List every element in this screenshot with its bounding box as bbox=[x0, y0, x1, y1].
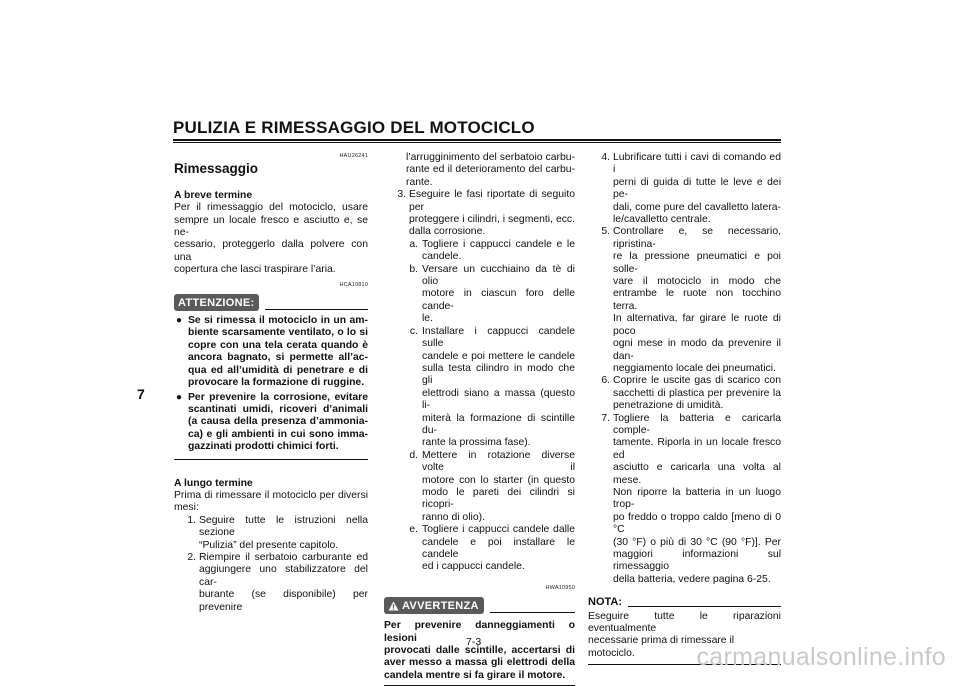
text-line: aver messo a massa gli elettrodi della bbox=[384, 657, 575, 669]
text-line: po freddo o troppo caldo [meno di 0 °C bbox=[613, 511, 781, 536]
text-line: Versare un cucchiaino da tè di olio bbox=[422, 263, 575, 288]
step-6 bbox=[588, 375, 781, 412]
step-number: 4. bbox=[601, 152, 610, 163]
text-line: candele e poi installare le candele bbox=[422, 536, 575, 560]
step-text bbox=[613, 413, 781, 587]
text-line: motore in ciascun foro delle cande- bbox=[422, 288, 575, 312]
text-line: Non riporre la batteria in un luogo trop- bbox=[613, 486, 781, 511]
text-line: “Pulizia” del presente capitolo. bbox=[199, 539, 339, 551]
text-line: vare il motociclo in modo che bbox=[613, 276, 781, 288]
note-header bbox=[588, 596, 781, 608]
text-line: della batteria, vedere pagina 6-25. bbox=[613, 573, 771, 585]
text-line: ranno di olio). bbox=[422, 511, 485, 523]
header-rule bbox=[173, 139, 781, 141]
text-line: dalla corrosione. bbox=[409, 226, 486, 238]
long-term-paragraph bbox=[174, 490, 368, 515]
bullet-text bbox=[188, 392, 368, 454]
text-line: Togliere la batteria e caricarla comple- bbox=[613, 412, 781, 436]
substep-text bbox=[422, 326, 575, 450]
column-left bbox=[174, 150, 368, 614]
text-line: Se si rimessa il motociclo in un am- bbox=[188, 315, 368, 327]
caution-bullet bbox=[174, 392, 368, 454]
text-line: Per prevenire danneggiamenti o lesioni bbox=[384, 620, 575, 644]
substep-letter: e. bbox=[409, 524, 418, 536]
text-line: dali, come pure del cavalletto latera- bbox=[613, 201, 781, 213]
text-line: elettrodi siano a massa (questo li- bbox=[422, 387, 575, 412]
bullet-dot-icon: ● bbox=[176, 391, 183, 403]
text-line: tamente. Riporla in un locale fresco ed bbox=[613, 437, 781, 461]
long-term-heading: A lungo termine bbox=[174, 477, 253, 489]
caution-bullet bbox=[174, 315, 368, 389]
caution-code: HCA10810 bbox=[339, 281, 368, 288]
text-line: Controllare e, se necessario, ripristina- bbox=[613, 226, 781, 250]
text-line: Lubrificare tutti i cavi di comando ed i bbox=[613, 152, 781, 176]
page-title: PULIZIA E RIMESSAGGIO DEL MOTOCICLO bbox=[173, 118, 535, 137]
text-line: (30 °F) o più di 30 °C (90 °F)]. Per bbox=[613, 536, 781, 548]
text-line: qua ed all’umidità di penetrare e di bbox=[188, 364, 368, 376]
text-line: In alternativa, far girare le ruote di poco bbox=[613, 313, 781, 337]
bullet-dot-icon: ● bbox=[176, 315, 183, 327]
warning-rule bbox=[490, 612, 575, 613]
text-line: candele e poi mettere le candele bbox=[422, 350, 575, 362]
warning-label: AVVERTENZA bbox=[402, 600, 479, 613]
step-number: 2. bbox=[187, 551, 196, 563]
chapter-tab: 7 bbox=[137, 386, 145, 402]
step-text bbox=[613, 226, 781, 375]
text-line: re la pressione pneumatici e poi solle- bbox=[613, 251, 781, 275]
text-line: perni di guida di tutte le leve e dei pe- bbox=[613, 176, 781, 201]
text-line: provocare la formazione di ruggine. bbox=[188, 377, 365, 389]
caution-rule bbox=[265, 309, 368, 310]
text-line: Riempire il serbatoio carburante ed bbox=[199, 551, 368, 563]
step-4 bbox=[588, 152, 781, 226]
text-line: l’arrugginimento del serbatoio carbu- bbox=[406, 152, 575, 163]
note-label: NOTA: bbox=[588, 596, 623, 609]
step-2-continuation bbox=[384, 152, 575, 189]
text-line: sulla testa cilindro in modo che gli bbox=[422, 362, 575, 387]
text-line: Togliere i cappucci candele dalle bbox=[422, 524, 575, 536]
step-text bbox=[409, 189, 575, 239]
substep-text bbox=[422, 264, 575, 326]
warning-code: HWA10950 bbox=[545, 584, 575, 591]
text-line: rante la prossima fase). bbox=[422, 437, 531, 449]
substep-e bbox=[384, 524, 575, 574]
text-line: (a causa della presenza d’ammonia- bbox=[188, 416, 368, 428]
text-line: le. bbox=[422, 313, 433, 325]
watermark: carmanualsonline.info bbox=[696, 643, 946, 671]
substep-a bbox=[384, 239, 575, 264]
warning-text bbox=[384, 620, 575, 682]
text-line: necessarie prima di rimessare il motociclo. bbox=[588, 635, 735, 659]
warning-badge bbox=[384, 597, 484, 614]
text-line: gazzinati prodotti chimici forti. bbox=[188, 441, 339, 453]
text-line: penetrazione di umidità. bbox=[613, 400, 724, 412]
text-line: copertura che lasci traspirare l’aria. bbox=[174, 264, 336, 276]
text-line: Prima di rimessare il motociclo per diversi bbox=[174, 489, 368, 501]
text-line: sempre un locale fresco e asciutto e, se ne- bbox=[174, 214, 368, 239]
note-rule bbox=[628, 606, 781, 607]
substep-c bbox=[384, 326, 575, 450]
caution-badge: ATTENZIONE: bbox=[174, 294, 259, 311]
text-line: Eseguire le fasi riportate di seguito per bbox=[409, 189, 575, 213]
page-number: 7-3 bbox=[466, 636, 482, 648]
bullet-text bbox=[188, 315, 368, 389]
text-line: Per il rimessaggio del motociclo, usare bbox=[174, 202, 368, 214]
text-line: entrambe le ruote non tocchino terra. bbox=[613, 288, 781, 312]
column-right bbox=[588, 152, 781, 665]
section-code: HAU26241 bbox=[339, 153, 368, 159]
text-line: aggiungere uno stabilizzatore del car- bbox=[199, 564, 368, 588]
step-text bbox=[613, 375, 781, 412]
text-line: motore con lo starter (in questo bbox=[422, 474, 575, 486]
step-text bbox=[199, 552, 368, 614]
header-rule-thin bbox=[173, 142, 781, 143]
caution-end-rule bbox=[174, 459, 368, 460]
caution-list bbox=[174, 315, 368, 453]
warning-header bbox=[384, 597, 575, 614]
text-line: candela mentre si fa girare il motore. bbox=[384, 669, 566, 681]
step-number: 6. bbox=[601, 375, 610, 387]
text-line: copre con una tela cerata quando è bbox=[188, 339, 368, 351]
step-1 bbox=[174, 515, 368, 552]
substep-text bbox=[422, 524, 575, 574]
text-line: le/cavalletto centrale. bbox=[613, 214, 711, 226]
text-line: neggiamento locale dei pneumatici. bbox=[613, 362, 776, 374]
step-number: 5. bbox=[601, 226, 610, 238]
warning-triangle-icon bbox=[388, 601, 399, 611]
step-2 bbox=[174, 552, 368, 614]
text-line: sacchetti di plastica per prevenire la bbox=[613, 387, 781, 399]
text-line: Mettere in rotazione diverse volte il bbox=[422, 449, 575, 474]
text-line: rante. bbox=[406, 176, 433, 188]
step-3 bbox=[384, 189, 575, 239]
step-5 bbox=[588, 226, 781, 375]
step-text bbox=[613, 152, 781, 226]
substep-b bbox=[384, 264, 575, 326]
text-line: ancora bagnato, si permette all’ac- bbox=[188, 352, 368, 364]
text-line: proteggere i cilindri, i segmenti, ecc. bbox=[409, 214, 575, 226]
text-line: burante (se disponibile) per prevenire bbox=[199, 589, 368, 613]
text-line: Eseguire tutte le riparazioni eventualmente bbox=[588, 610, 781, 635]
step-7 bbox=[588, 413, 781, 587]
text-line: biente scarsamente ventilato, o lo si bbox=[188, 327, 368, 339]
text-line: candele. bbox=[422, 251, 462, 263]
text-line: Per prevenire la corrosione, evitare bbox=[188, 391, 368, 403]
text-line: ed i cappucci candele. bbox=[422, 561, 525, 573]
substep-letter: d. bbox=[409, 449, 418, 461]
text-line: modo le pareti dei cilindri si ricopri- bbox=[422, 486, 575, 511]
short-term-heading: A breve termine bbox=[174, 189, 253, 201]
text-line: mesi: bbox=[174, 502, 199, 514]
text-line: ca) e gli ambienti in cui sono imma- bbox=[188, 428, 368, 440]
substep-letter: a. bbox=[409, 238, 418, 250]
column-middle bbox=[384, 152, 575, 686]
text-line: cessario, proteggerlo dalla polvere con una bbox=[174, 239, 368, 263]
text-line: provocati dalle scintille, accertarsi di bbox=[384, 645, 575, 657]
text-line: maggiori informazioni sul rimessaggio bbox=[613, 549, 781, 573]
substep-letter: c. bbox=[409, 325, 418, 337]
step-number: 1. bbox=[187, 514, 196, 526]
text-line: scantinati umidi, ricoveri d’animali bbox=[188, 403, 368, 415]
substep-text bbox=[422, 239, 575, 264]
text-line: Coprire le uscite gas di scarico con bbox=[613, 375, 781, 387]
substep-d bbox=[384, 450, 575, 524]
text-line: Installare i cappucci candele sulle bbox=[422, 325, 575, 350]
text-line: miterà la formazione di scintille du- bbox=[422, 412, 575, 436]
text-line: rante ed il deterioramento del carbu- bbox=[406, 164, 575, 176]
section-title: Rimessaggio bbox=[174, 161, 259, 177]
step-text bbox=[199, 515, 368, 552]
substep-letter: b. bbox=[409, 263, 418, 275]
substep-text bbox=[422, 450, 575, 524]
text-line: asciutto e caricarla una volta al mese. bbox=[613, 462, 781, 486]
short-term-paragraph bbox=[174, 202, 368, 276]
text-line: Seguire tutte le istruzioni nella sezione bbox=[199, 514, 368, 539]
text-line: ogni mese in modo da prevenire il dan- bbox=[613, 338, 781, 362]
caution-header bbox=[174, 294, 368, 311]
step-number: 7. bbox=[601, 412, 610, 424]
step-number: 3. bbox=[397, 189, 406, 201]
text-line: Togliere i cappucci candele e le bbox=[422, 238, 575, 250]
